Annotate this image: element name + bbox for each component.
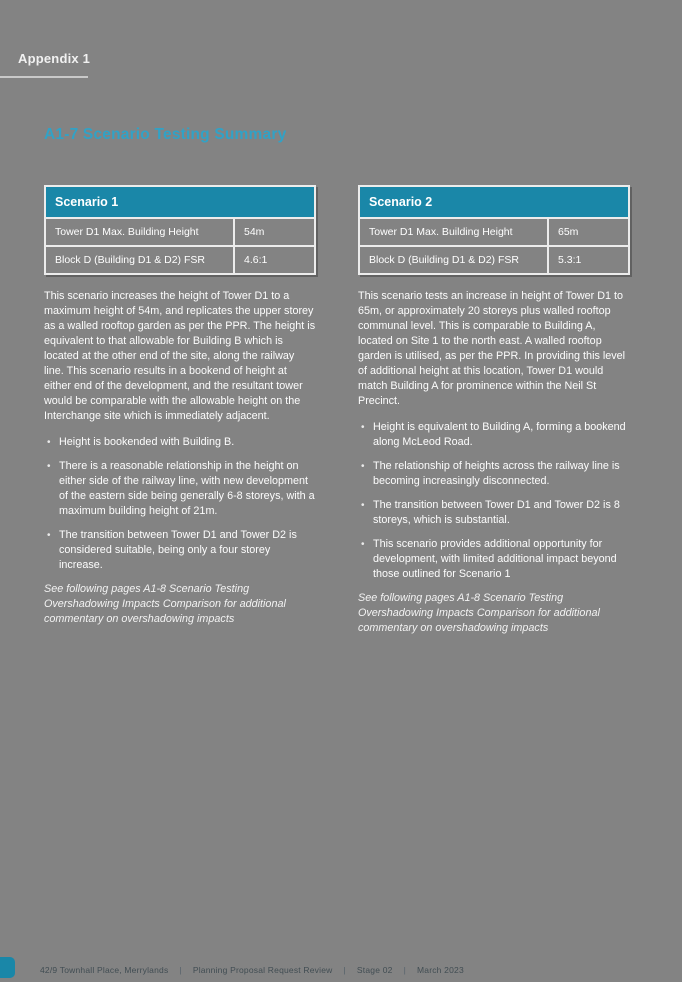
scenario-2-note: See following pages A1-8 Scenario Testing Overshadowing Impacts Comparison for additional commentary on overshadowing impacts [358,592,600,634]
bullet-item: • This scenario provides additional opportunity for development, with limited additional impact beyond those outlined for Scenario 1 [360,537,630,582]
bullet-item: • Height is equivalent to Building A, forming a bookend along McLeod Road. [360,420,630,450]
footer-address: 42/9 Townhall Place, Merrylands [40,965,169,975]
row-label: Tower D1 Max. Building Height [359,218,548,246]
footer [40,965,464,975]
footer-stage: Stage 02 [356,965,393,975]
scenario-2-column [358,185,630,647]
bullet-item: • The transition between Tower D1 and Tower D2 is 8 storeys, which is substantial. [360,498,630,528]
scenario-1-bullet-list [46,435,316,573]
table-row [45,246,315,274]
row-label: Tower D1 Max. Building Height [45,218,234,246]
scenario-1-table-title: Scenario 1 [45,186,315,218]
row-value: 65m [548,218,629,246]
scenario-1-table [44,185,316,275]
row-value: 5.3:1 [548,246,629,274]
scenario-1-note: See following pages A1-8 Scenario Testing Overshadowing Impacts Comparison for additional commentary on overshadowing impacts [44,583,286,625]
table-row [45,218,315,246]
scenario-1-paragraph: This scenario increases the height of Tower D1 to a maximum height of 54m, and replicates the upper storey as a walled rooftop garden as per the PPR. The height is equivalent to that allowable for Building B which is located at the other end of the site, along the railway line. This scenario results in a bookend of height at either end of the development, and the resultant tower would be comparable with the allowable height on the Interchange site which is immediately adjacent. [44,290,316,422]
footer-project: Planning Proposal Request Review [192,965,333,975]
bullet-item: • Height is bookended with Building B. [46,435,316,450]
scenario-columns [44,185,630,647]
bullet-item: • The transition between Tower D1 and Tower D2 is considered suitable, being only a four storey increase. [46,528,316,573]
scenario-2-paragraph: This scenario tests an increase in height of Tower D1 to 65m, or approximately 20 storeys plus walled rooftop communal level. This is comparable to Building A, located on Site 1 to the north east. A walled rooftop garden is utilised, as per the PPR. In providing this level of additional height at this location, Tower D1 would match Building A for prominence within the Neil St Precinct. [358,290,626,407]
scenario-2-bullet-list [360,420,630,582]
footer-separator: | [403,965,406,975]
footer-strip [0,982,682,989]
row-value: 54m [234,218,315,246]
page-title: A1-7 Scenario Testing Summary [44,126,287,143]
table-row [359,246,629,274]
row-label: Block D (Building D1 & D2) FSR [45,246,234,274]
page-number-badge [0,957,15,978]
scenario-1-column [44,185,316,647]
scenario-2-table [358,185,630,275]
scenario-2-table-title: Scenario 2 [359,186,629,218]
appendix-label: Appendix 1 [18,51,91,66]
bullet-item: • The relationship of heights across the railway line is becoming increasingly disconnected. [360,459,630,489]
footer-date: March 2023 [416,965,464,975]
footer-separator: | [179,965,182,975]
table-row [359,218,629,246]
row-label: Block D (Building D1 & D2) FSR [359,246,548,274]
footer-separator: | [343,965,346,975]
appendix-rule [0,76,88,78]
bullet-item: • There is a reasonable relationship in the height on either side of the railway line, with new development of the eastern side being generally 6-8 storeys, with a maximum building height of 21m. [46,459,316,519]
row-value: 4.6:1 [234,246,315,274]
